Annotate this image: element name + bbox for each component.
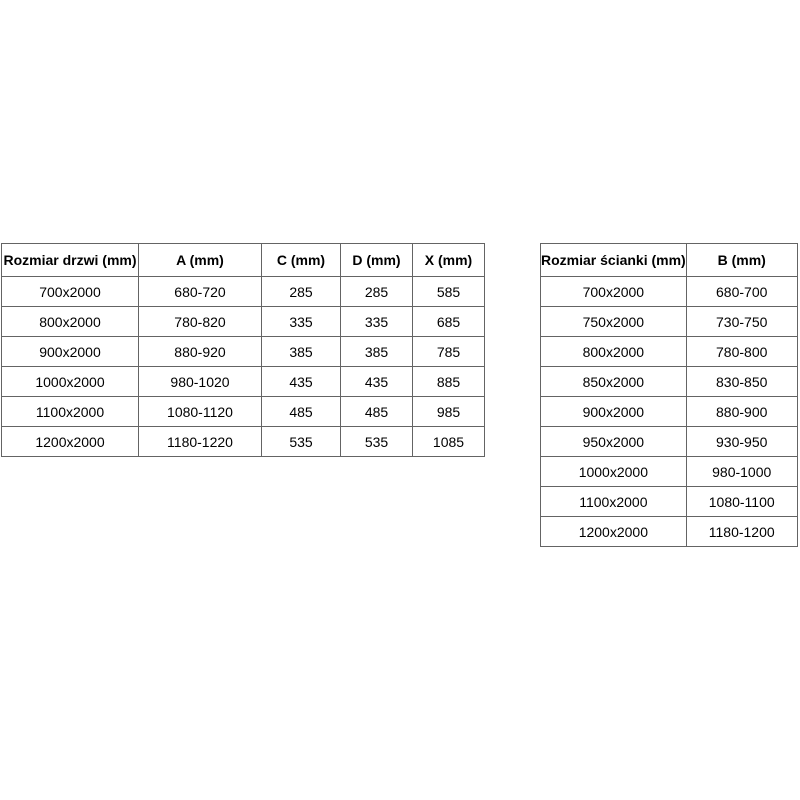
table-cell: 885 bbox=[413, 367, 485, 397]
table-row bbox=[541, 337, 798, 367]
table-row bbox=[541, 307, 798, 337]
table-cell: 785 bbox=[413, 337, 485, 367]
table-cell: 435 bbox=[262, 367, 341, 397]
table-cell: 780-820 bbox=[139, 307, 262, 337]
table-row bbox=[2, 337, 485, 367]
table-cell: 285 bbox=[262, 277, 341, 307]
table-row bbox=[2, 397, 485, 427]
table-cell: 1085 bbox=[413, 427, 485, 457]
table-cell: 800x2000 bbox=[541, 337, 687, 367]
table-cell: 800x2000 bbox=[2, 307, 139, 337]
table-cell: 850x2000 bbox=[541, 367, 687, 397]
table-cell: 1200x2000 bbox=[2, 427, 139, 457]
door-sizes-table-container bbox=[1, 243, 485, 457]
column-header: X (mm) bbox=[413, 244, 485, 277]
table-cell: 700x2000 bbox=[541, 277, 687, 307]
table-cell: 780-800 bbox=[686, 337, 797, 367]
table-cell: 830-850 bbox=[686, 367, 797, 397]
table-cell: 485 bbox=[341, 397, 413, 427]
table-cell: 680-700 bbox=[686, 277, 797, 307]
table-cell: 680-720 bbox=[139, 277, 262, 307]
table-cell: 880-920 bbox=[139, 337, 262, 367]
table-row bbox=[2, 367, 485, 397]
table-cell: 880-900 bbox=[686, 397, 797, 427]
table-cell: 1080-1100 bbox=[686, 487, 797, 517]
door-sizes-table bbox=[1, 243, 485, 457]
table-row bbox=[541, 367, 798, 397]
wall-panel-sizes-table bbox=[540, 243, 798, 547]
table-cell: 685 bbox=[413, 307, 485, 337]
table-row bbox=[541, 397, 798, 427]
table-row bbox=[541, 487, 798, 517]
table-cell: 980-1000 bbox=[686, 457, 797, 487]
table-cell: 535 bbox=[262, 427, 341, 457]
header-row bbox=[541, 244, 798, 277]
table-cell: 335 bbox=[262, 307, 341, 337]
table-cell: 1100x2000 bbox=[2, 397, 139, 427]
column-header: Rozmiar ścianki (mm) bbox=[541, 244, 687, 277]
table-cell: 950x2000 bbox=[541, 427, 687, 457]
table-cell: 1000x2000 bbox=[541, 457, 687, 487]
table-cell: 1080-1120 bbox=[139, 397, 262, 427]
table-cell: 985 bbox=[413, 397, 485, 427]
table-cell: 750x2000 bbox=[541, 307, 687, 337]
table-cell: 385 bbox=[262, 337, 341, 367]
table-row bbox=[541, 457, 798, 487]
table-row bbox=[2, 307, 485, 337]
table-cell: 285 bbox=[341, 277, 413, 307]
wall-panel-sizes-table-container bbox=[540, 243, 798, 547]
table-cell: 1000x2000 bbox=[2, 367, 139, 397]
table-cell: 485 bbox=[262, 397, 341, 427]
table-cell: 585 bbox=[413, 277, 485, 307]
table-cell: 900x2000 bbox=[541, 397, 687, 427]
table-row bbox=[541, 517, 798, 547]
table-cell: 730-750 bbox=[686, 307, 797, 337]
table-cell: 535 bbox=[341, 427, 413, 457]
table-cell: 385 bbox=[341, 337, 413, 367]
table-cell: 335 bbox=[341, 307, 413, 337]
table-cell: 1180-1220 bbox=[139, 427, 262, 457]
column-header: B (mm) bbox=[686, 244, 797, 277]
column-header: C (mm) bbox=[262, 244, 341, 277]
column-header: Rozmiar drzwi (mm) bbox=[2, 244, 139, 277]
table-cell: 930-950 bbox=[686, 427, 797, 457]
column-header: A (mm) bbox=[139, 244, 262, 277]
table-cell: 1200x2000 bbox=[541, 517, 687, 547]
table-cell: 980-1020 bbox=[139, 367, 262, 397]
table-cell: 435 bbox=[341, 367, 413, 397]
table-row bbox=[541, 427, 798, 457]
table-row bbox=[2, 427, 485, 457]
column-header: D (mm) bbox=[341, 244, 413, 277]
table-cell: 1180-1200 bbox=[686, 517, 797, 547]
table-row bbox=[541, 277, 798, 307]
table-cell: 900x2000 bbox=[2, 337, 139, 367]
table-cell: 1100x2000 bbox=[541, 487, 687, 517]
table-row bbox=[2, 277, 485, 307]
header-row bbox=[2, 244, 485, 277]
table-cell: 700x2000 bbox=[2, 277, 139, 307]
